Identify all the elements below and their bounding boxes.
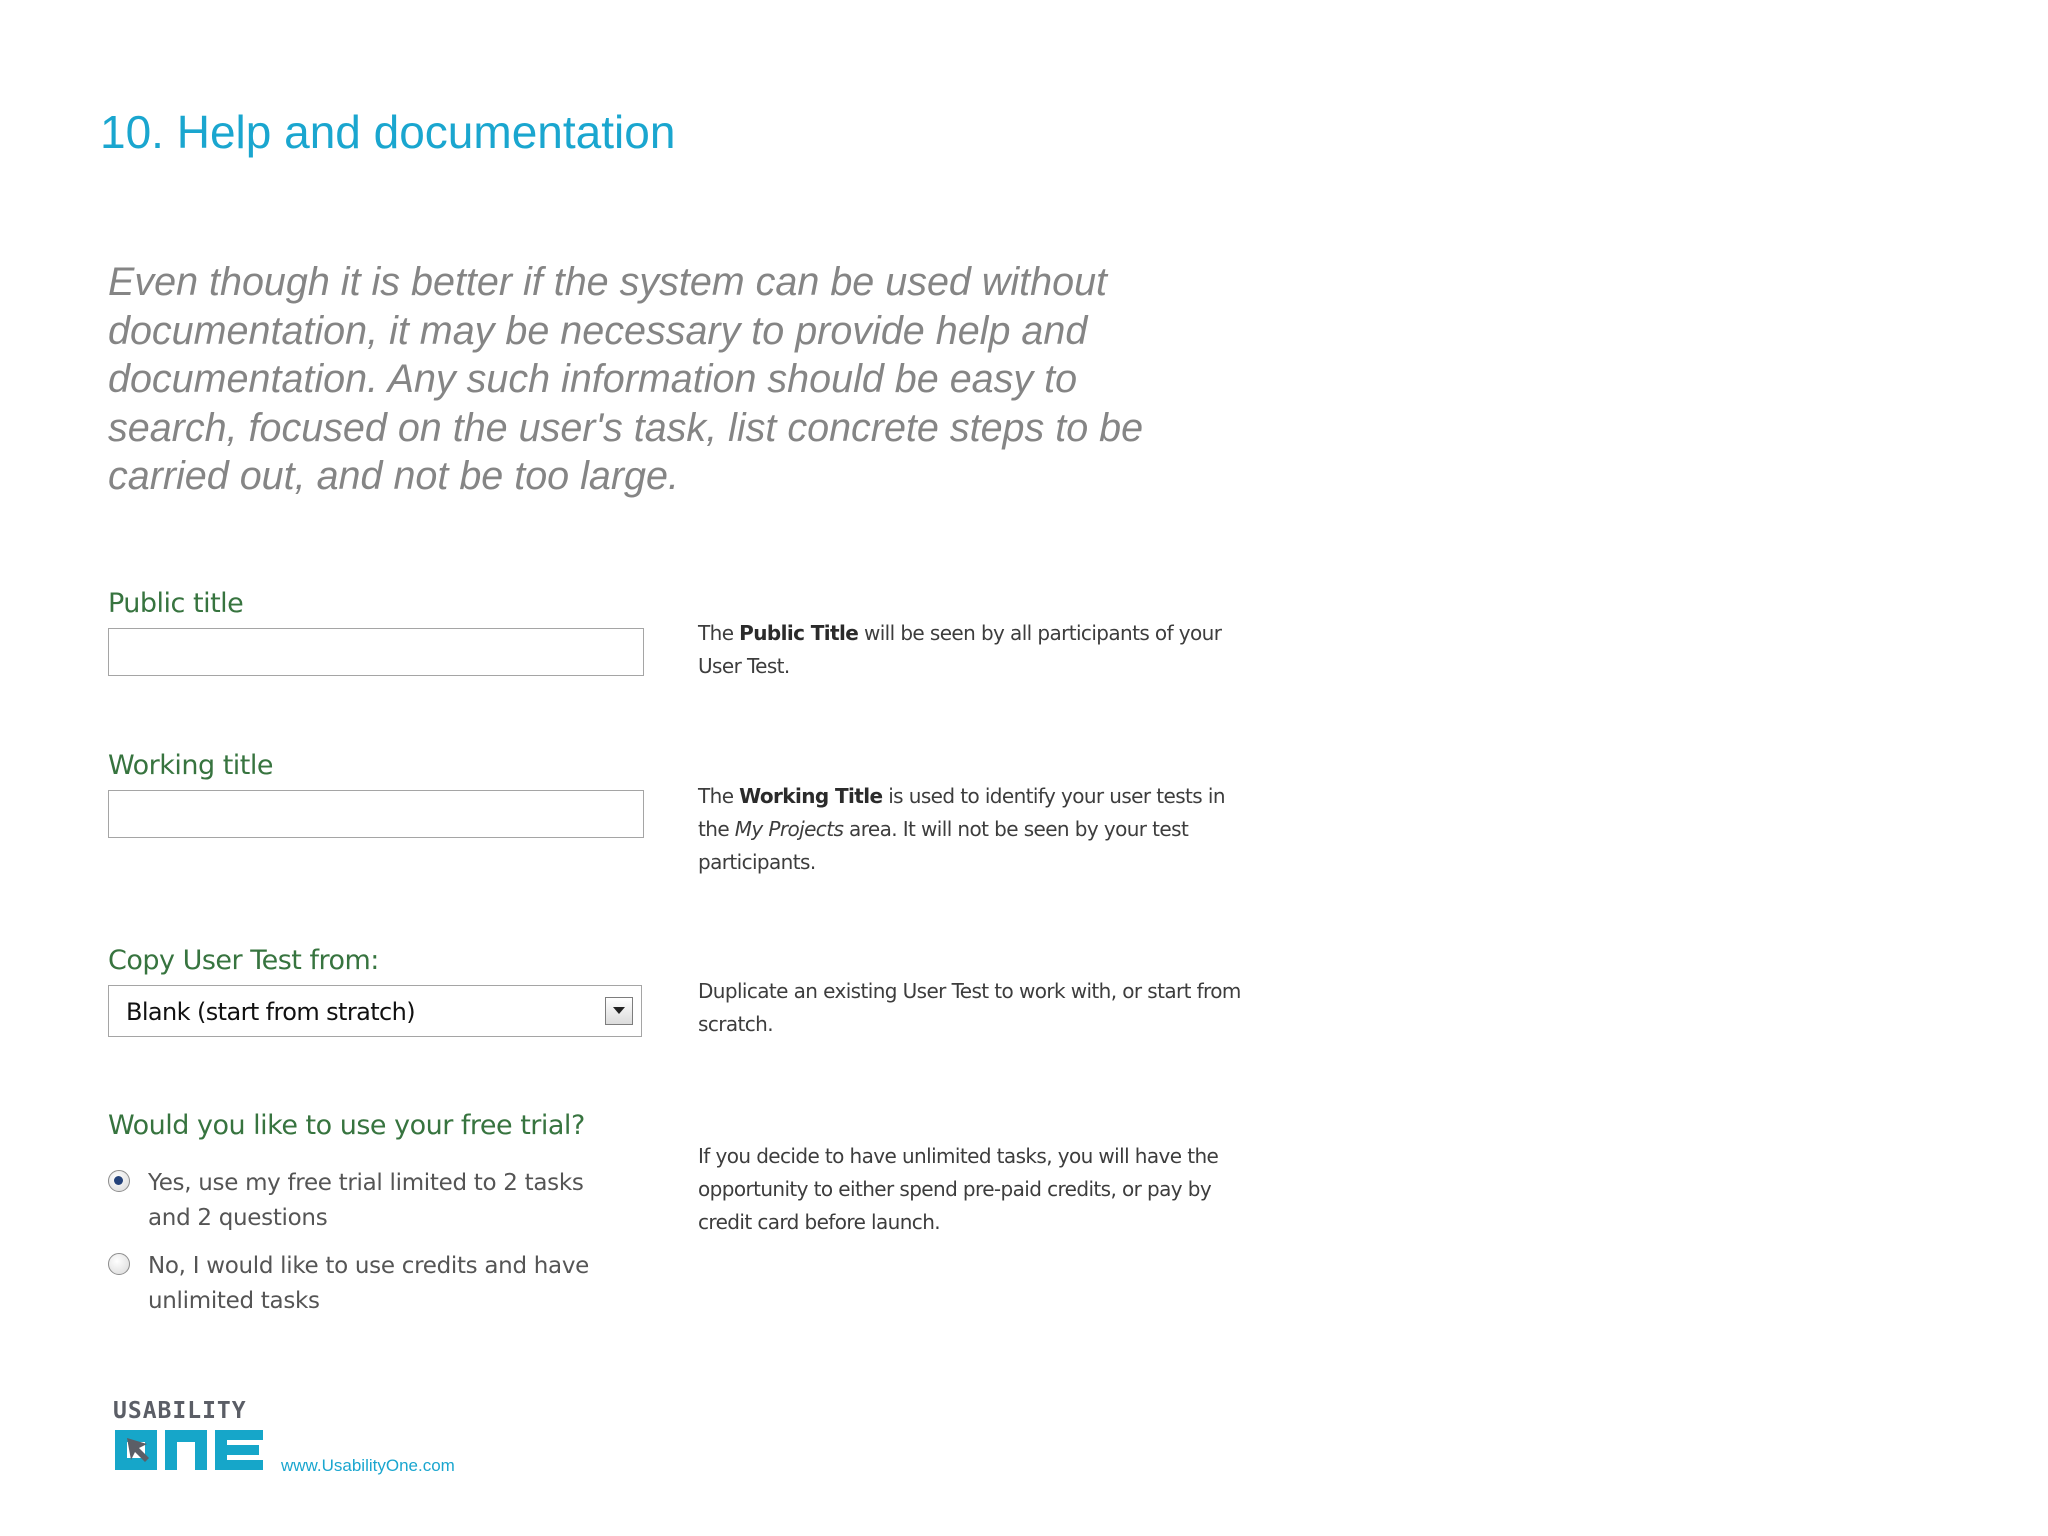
copy-from-label: Copy User Test from:	[108, 945, 379, 976]
working-title-help-italic: My Projects	[734, 817, 844, 841]
radio-button-no[interactable]	[108, 1253, 130, 1275]
public-title-help-post: will be seen by all participants of your User Test.	[698, 621, 1222, 678]
working-title-help-bold: Working Title	[739, 784, 883, 808]
logo-one-mark-icon	[113, 1428, 265, 1472]
public-title-input[interactable]	[108, 628, 644, 676]
public-title-help	[698, 617, 1258, 683]
working-title-label: Working title	[108, 750, 273, 781]
intro-paragraph: Even though it is better if the system can be used without documentation, it may be necessary to provide help and documentation. Any such information should be easy to search, focused on the user's task, list concrete steps to be carried out, and not be too large.	[108, 260, 1144, 498]
usability-one-logo	[113, 1398, 273, 1478]
footer-url: www.UsabilityOne.com	[281, 1456, 455, 1475]
free-trial-help: If you decide to have unlimited tasks, you will have the opportunity to either spend pre-paid credits, or pay by credit card before launch.	[698, 1144, 1219, 1234]
working-title-input[interactable]	[108, 790, 644, 838]
working-title-help-mid: is used to identify your user tests in the	[698, 784, 1225, 841]
copy-from-selected-value: Blank (start from stratch)	[126, 998, 416, 1026]
radio-button-yes[interactable]	[108, 1170, 130, 1192]
working-title-help-post: area. It will not be seen by your test participants.	[698, 817, 1189, 874]
working-title-help-pre: The	[698, 784, 740, 808]
free-trial-label: Would you like to use your free trial?	[108, 1110, 585, 1141]
public-title-label: Public title	[108, 588, 244, 619]
radio-label-no: No, I would like to use credits and have unlimited tasks	[148, 1253, 589, 1314]
copy-from-help: Duplicate an existing User Test to work with, or start from scratch.	[698, 979, 1241, 1036]
slide-title: 10. Help and documentation	[100, 106, 676, 158]
chevron-down-icon	[613, 1007, 625, 1014]
logo-wordmark: USABILITY	[113, 1398, 247, 1424]
dropdown-arrow-button[interactable]	[605, 997, 633, 1025]
copy-from-select[interactable]	[108, 985, 642, 1037]
public-title-help-pre: The	[698, 621, 740, 645]
public-title-help-bold: Public Title	[739, 621, 859, 645]
working-title-help	[698, 780, 1258, 879]
radio-label-yes: Yes, use my free trial limited to 2 tasks and 2 questions	[148, 1170, 584, 1231]
radio-checked-dot	[114, 1176, 123, 1185]
